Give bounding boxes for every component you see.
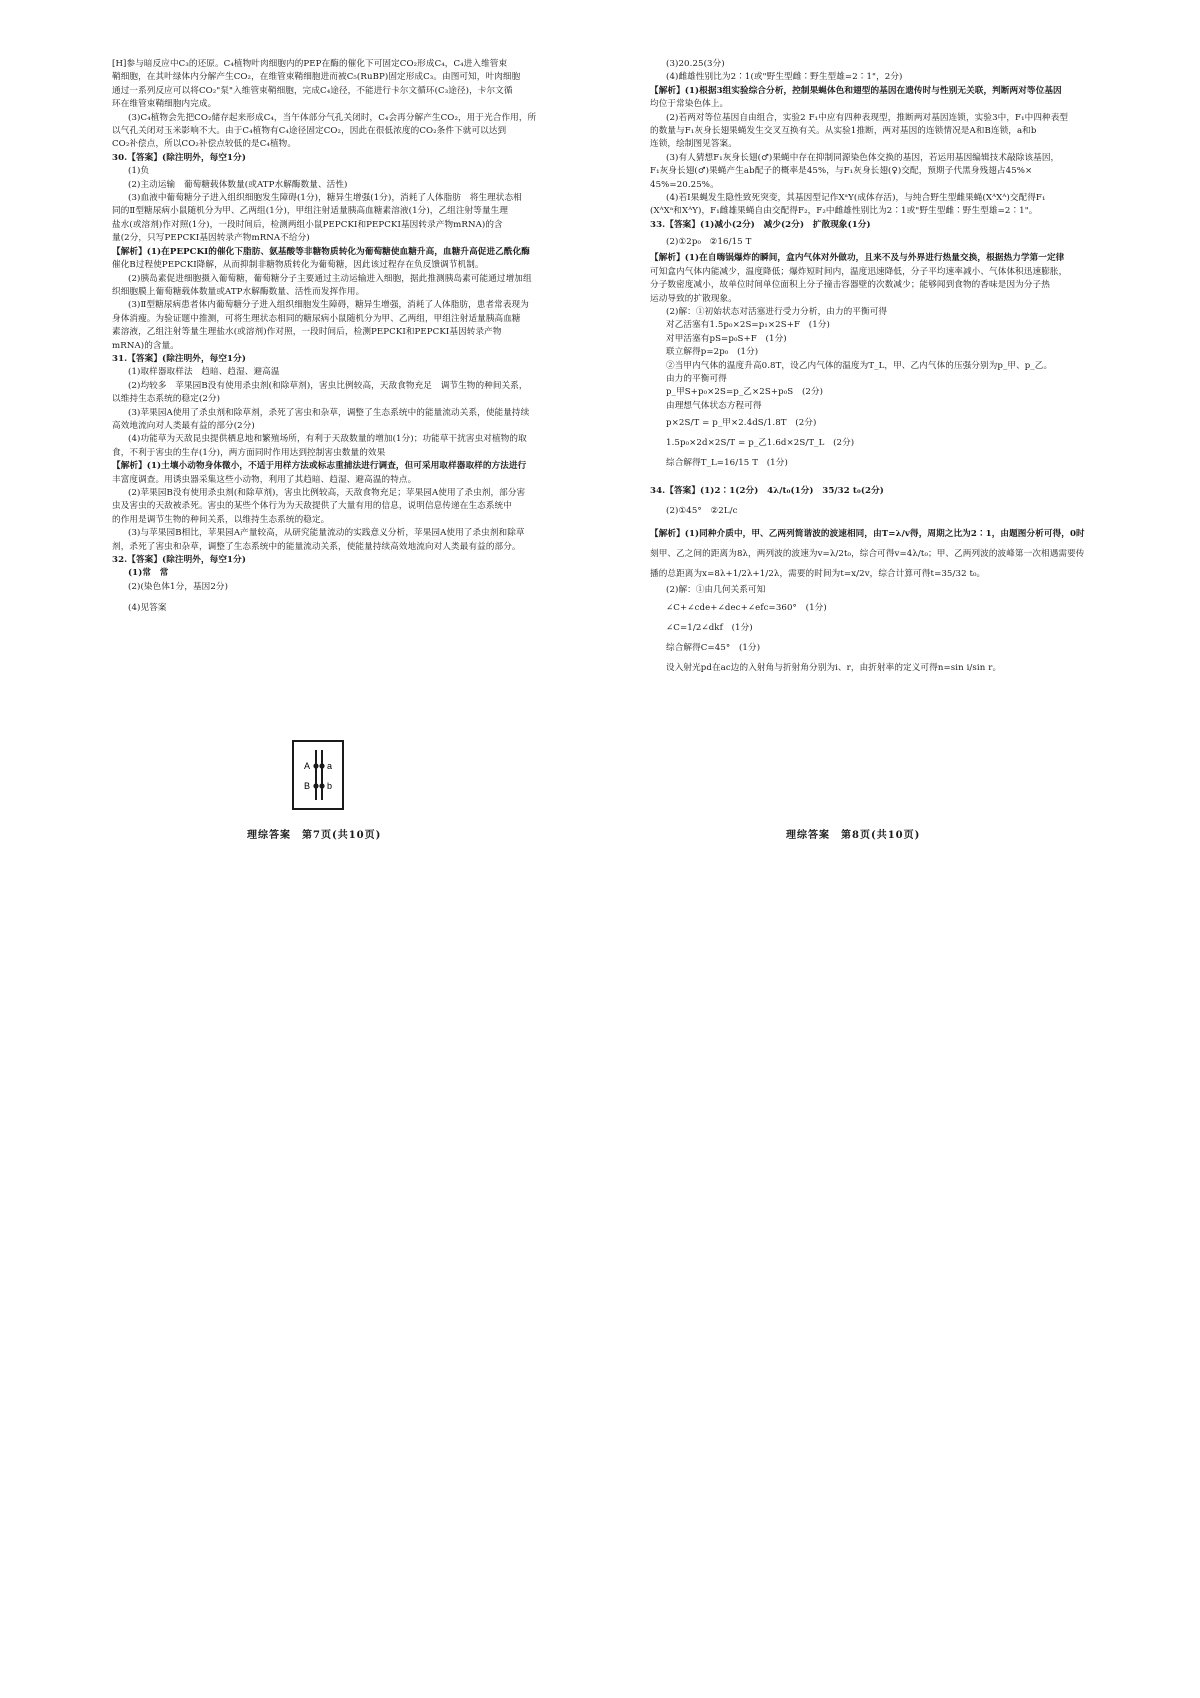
text-line: CO₂补偿点，所以CO₂补偿点较低的是C₄植物。 <box>112 139 297 150</box>
text-line: 45%=20.25%。 <box>650 179 719 190</box>
diagram-label-b: b <box>327 781 333 791</box>
text-line: 以气孔关闭对玉米影响不大。由于C₄植物有C₄途径固定CO₂，因此在很低浓度的CO₂条件下就可以达到 <box>112 126 507 137</box>
text-line: (2)主动运输 葡萄糖载体数量(或ATP水解酶数量、活性) <box>128 179 348 190</box>
text-line: 剂，杀死了害虫和杂草，调整了生态系统中的能量流动关系，使能量持续高效地流向对人类最有益的部分。 <box>112 541 521 552</box>
answer-heading-33: 33.【答案】(1)减小(2分) 减少(2分) 扩散现象(1分) <box>650 219 871 230</box>
text-line: (4)见答案 <box>128 603 167 614</box>
diagram-label-a: a <box>327 761 333 771</box>
analysis-heading: 【解析】(1)根据3组实验综合分析，控制果蝇体色和翅型的基因在遗传时与性别无关联，判断两对等位基因 <box>650 85 1062 96</box>
text-line: (3)有人猜想F₁灰身长翅(♂)果蝇中存在抑制同源染色体交换的基因，若运用基因编辑技术敲除该基因， <box>666 152 1060 163</box>
text-line: 织细胞膜上葡萄糖载体数量或ATP水解酶数量、活性而发挥作用。 <box>112 286 365 297</box>
text-line: (2)①45° ②2L/c <box>666 506 738 517</box>
text-line: 丰富度调查。用诱虫器采集这些小动物，利用了其趋暗、趋湿、避高温的特点。 <box>112 474 417 485</box>
text-line: (2)苹果园B没有使用杀虫剂(和除草剂)，害虫比例较高，天敌食物充足；苹果园A使用了杀虫剂，部分害 <box>128 488 526 498</box>
text-line: (2)①2p₀ ②16/15 T <box>666 237 752 248</box>
text-line: 素溶液，乙组注射等量生理盐水(或溶剂)作对照，一段时间后，检测PEPCKI和PEPCKI基因转录产物 <box>112 327 502 338</box>
text-line: 同的Ⅱ型糖尿病小鼠随机分为甲、乙两组(1分)，甲组注射适量胰高血糖素溶液(1分)，乙组注射等量生理 <box>112 206 509 217</box>
text-line: (4)功能草为天敌昆虫提供栖息地和繁殖场所，有利于天敌数量的增加(1分)；功能草干扰害虫对植物的取 <box>128 434 527 445</box>
text-line: 身体消瘦。为验证题中推测，可将生理状态相同的糖尿病小鼠随机分为甲、乙两组，甲组注射适量胰高血糖 <box>112 313 521 324</box>
formula-line: ∠C=1/2∠dkf (1分) <box>666 622 753 633</box>
text-line: (3)Ⅱ型糖尿病患者体内葡萄糖分子进入组织细胞发生障碍，糖异生增强，消耗了人体脂肪，患者常表现为 <box>128 300 529 311</box>
text-line: 由力的平衡可得 <box>666 373 727 384</box>
text-line: (2)解：①由几何关系可知 <box>666 585 766 596</box>
analysis-heading: 【解析】(1)同种介质中，甲、乙两列简谐波的波速相同，由T=λ/v得，周期之比为2∶1，由题图分析可得，0时 <box>650 529 1085 540</box>
text-line: 刻甲、乙之间的距离为8λ，两列波的波速为v=λ/2t₀，综合可得v=4λ/t₀；甲、乙两列波的波峰第一次相遇需要传 <box>650 549 1085 560</box>
text-line: 对乙活塞有1.5p₀×2S=p₁×2S+F (1分) <box>666 320 830 331</box>
text-line: 综合解得C=45° (1分) <box>666 642 761 653</box>
answer-heading-30: 30.【答案】(除注明外，每空1分) <box>112 152 246 163</box>
text-line: 的数量与F₁灰身长翅果蝇发生交叉互换有关。从实验1推断，两对基因的连锁情况是A和B连锁，a和b <box>650 126 1037 137</box>
text-line: (1)常 常 <box>128 568 169 579</box>
text-line: [H]参与暗反应中C₃的还原。C₄植物叶肉细胞内的PEP在酶的催化下可固定CO₂形成C₄，C₄进入维管束 <box>112 59 508 69</box>
text-line: 高效地流向对人类最有益的部分(2分) <box>112 420 255 431</box>
formula-line: ∠C+∠cde+∠dec+∠efc=360° (1分) <box>666 602 827 613</box>
analysis-heading: 【解析】(1)土壤小动物身体微小，不适于用样方法或标志重捕法进行调查，但可采用取样器取样的方法进行 <box>112 461 527 472</box>
text-line: (2)胰岛素促进细胞摄入葡萄糖，葡萄糖分子主要通过主动运输进入细胞，据此推测胰岛素可能通过增加组 <box>128 273 532 284</box>
text-line: ②当甲内气体的温度升高0.8T，设乙内气体的温度为T_L，甲、乙内气体的压强分别为p_甲、p_乙。 <box>666 360 1053 371</box>
text-line: (3)苹果园A使用了杀虫剂和除草剂，杀死了害虫和杂草，调整了生态系统中的能量流动关系，使能量持续 <box>128 407 530 418</box>
text-line: 鞘细胞，在其叶绿体内分解产生CO₂，在维管束鞘细胞进而被C₅(RuBP)固定形成C₃。由图可知，叶肉细胞 <box>112 72 521 83</box>
text-line: 可知盒内气体内能减少，温度降低；爆炸短时间内，温度迅速降低，分子平均速率减小、气体体积迅速膨胀， <box>650 266 1068 277</box>
text-line: (2)(染色体1分，基因2分) <box>128 581 229 592</box>
text-line: (1)负 <box>128 166 150 177</box>
text-line: 均位于常染色体上。 <box>650 99 729 110</box>
answer-heading-34: 34.【答案】(1)2∶1(2分) 4λ/t₀(1分) 35/32 t₀(2分) <box>650 486 884 497</box>
text-line: mRNA)的含量。 <box>112 340 179 351</box>
chromosome-diagram <box>292 740 344 810</box>
page-footer-left: 理综答案 第7页(共10页) <box>247 830 382 841</box>
text-line: (3)血液中葡萄糖分子进入组织细胞发生障碍(1分)，糖异生增强(1分)，消耗了人体脂肪 将生理状态相 <box>128 193 522 204</box>
formula-line: p×2S/T = p_甲×2.4dS/1.8T (2分) <box>666 418 817 429</box>
text-line: 通过一系列反应可以将CO₂"泵"入维管束鞘细胞，完成C₄途径，不能进行卡尔文循环(C₃途径)，卡尔文循 <box>112 85 513 96</box>
analysis-heading: 【解析】(1)在自嗨锅爆炸的瞬间，盒内气体对外做功，且来不及与外界进行热量交换，根据热力学第一定律 <box>650 253 1065 264</box>
formula-line: 1.5p₀×2d×2S/T = p_乙1.6d×2S/T_L (2分) <box>666 438 855 449</box>
answer-heading-32: 32.【答案】(除注明外，每空1分) <box>112 555 246 566</box>
text-line: (4)雌雄性别比为2∶1(或"野生型雌∶野生型雄=2∶1"，2分) <box>666 72 903 83</box>
text-line: (1)取样器取样法 趋暗、趋湿、避高温 <box>128 367 280 378</box>
text-line: (4)若Ⅰ果蝇发生隐性致死突变，其基因型记作XᵃY(成体存活)，与纯合野生型雌果蝇(XᴬXᴬ)交配得F₁ <box>666 193 1046 204</box>
text-line: 虫及害虫的天敌被杀死。害虫的某些个体行为为天敌提供了大量有用的信息，说明信息传递在生态系统中 <box>112 501 512 512</box>
text-line: (3)20.25(3分) <box>666 59 725 69</box>
text-line: F₁灰身长翅(♂)果蝇产生ab配子的概率是45%，与F₁灰身长翅(♀)交配，预期子代黑身残翅占45%× <box>650 166 1033 177</box>
text-line: 的作用是调节生物的种间关系，以维持生态系统的稳定。 <box>112 514 330 525</box>
text-line: (XᴬXᵃ和XᴬY)，F₁雌雄果蝇自由交配得F₂，F₂中雌雄性别比为2∶1或"野生型雌∶野生型雄=2∶1"。 <box>650 206 1038 217</box>
text-line: 联立解得p=2p₀ (1分) <box>666 347 759 358</box>
text-line: 催化B过程使PEPCKI降解，从而抑制非糖物质转化为葡萄糖，因此该过程存在负反馈调节机制。 <box>112 260 484 271</box>
text-line: 运动导致的扩散现象。 <box>650 293 737 304</box>
text-line: (3)C₄植物会先把CO₂储存起来形成C₄，当午体部分气孔关闭时，C₄会再分解产生CO₂，用于光合作用，所 <box>128 112 537 123</box>
right-page-column <box>650 58 1106 678</box>
answer-heading-31: 31.【答案】(除注明外，每空1分) <box>112 353 246 364</box>
text-line: (2)解：①初始状态对活塞进行受力分析，由力的平衡可得 <box>666 306 888 317</box>
text-line: 盐水(或溶剂)作对照(1分)，一段时间后，检测两组小鼠PEPCKI和PEPCKI基因转录产物mRNA)的含 <box>112 219 503 230</box>
text-line: 设入射光pd在ac边的入射角与折射角分别为i、r，由折射率的定义可得n=sin i/sin r。 <box>666 662 1002 673</box>
text-line: 播的总距离为x=8λ+1/2λ+1/2λ，需要的时间为t=x/2v，综合计算可得t=35/32 t₀。 <box>650 569 986 580</box>
diagram-label-A: A <box>304 761 311 771</box>
text-line: (3)与苹果园B相比，苹果园A产量较高，从研究能量流动的实践意义分析，苹果园A使用了杀虫剂和除草 <box>128 528 525 539</box>
text-line: 对甲活塞有pS=p₀S+F (1分) <box>666 333 787 344</box>
text-line: (2)若两对等位基因自由组合，实验2 F₁中应有四种表现型，推断两对基因连锁，实验3中，F₁中四种表型 <box>666 112 1069 123</box>
text-line: 以维持生态系统的稳定(2分) <box>112 394 221 405</box>
diagram-label-B: B <box>304 781 311 791</box>
text-line: (2)均较多 苹果园B没有使用杀虫剂(和除草剂)，害虫比例较高，天敌食物充足 调节生物的种间关系， <box>128 380 528 391</box>
page-footer-right: 理综答案 第8页(共10页) <box>786 830 921 841</box>
text-line: 环在维管束鞘细胞内完成。 <box>112 99 217 110</box>
analysis-heading: 【解析】(1)在PEPCKI的催化下脂肪、氨基酸等非糖物质转化为葡萄糖使血糖升高，血糖升高促进乙酰化酶 <box>112 246 530 257</box>
left-page-column <box>112 58 582 616</box>
text-line: 食，不利于害虫的生存(1分)，两方面同时作用达到控制害虫数量的效果 <box>112 447 386 458</box>
text-line: 由理想气体状态方程可得 <box>666 400 762 411</box>
text-line: 量(2分，只写PEPCKI基因转录产物mRNA不给分) <box>112 233 310 244</box>
text-line: p_甲S+p₀×2S=p_乙×2S+p₀S (2分) <box>666 387 824 398</box>
formula-line: 综合解得T_L=16/15 T (1分) <box>666 458 788 469</box>
text-line: 连锁，绘制图见答案。 <box>650 139 737 150</box>
text-line: 分子数密度减小，故单位时间单位面积上分子撞击容器壁的次数减少；能够闻到食物的香味是因为分子热 <box>650 280 1050 291</box>
